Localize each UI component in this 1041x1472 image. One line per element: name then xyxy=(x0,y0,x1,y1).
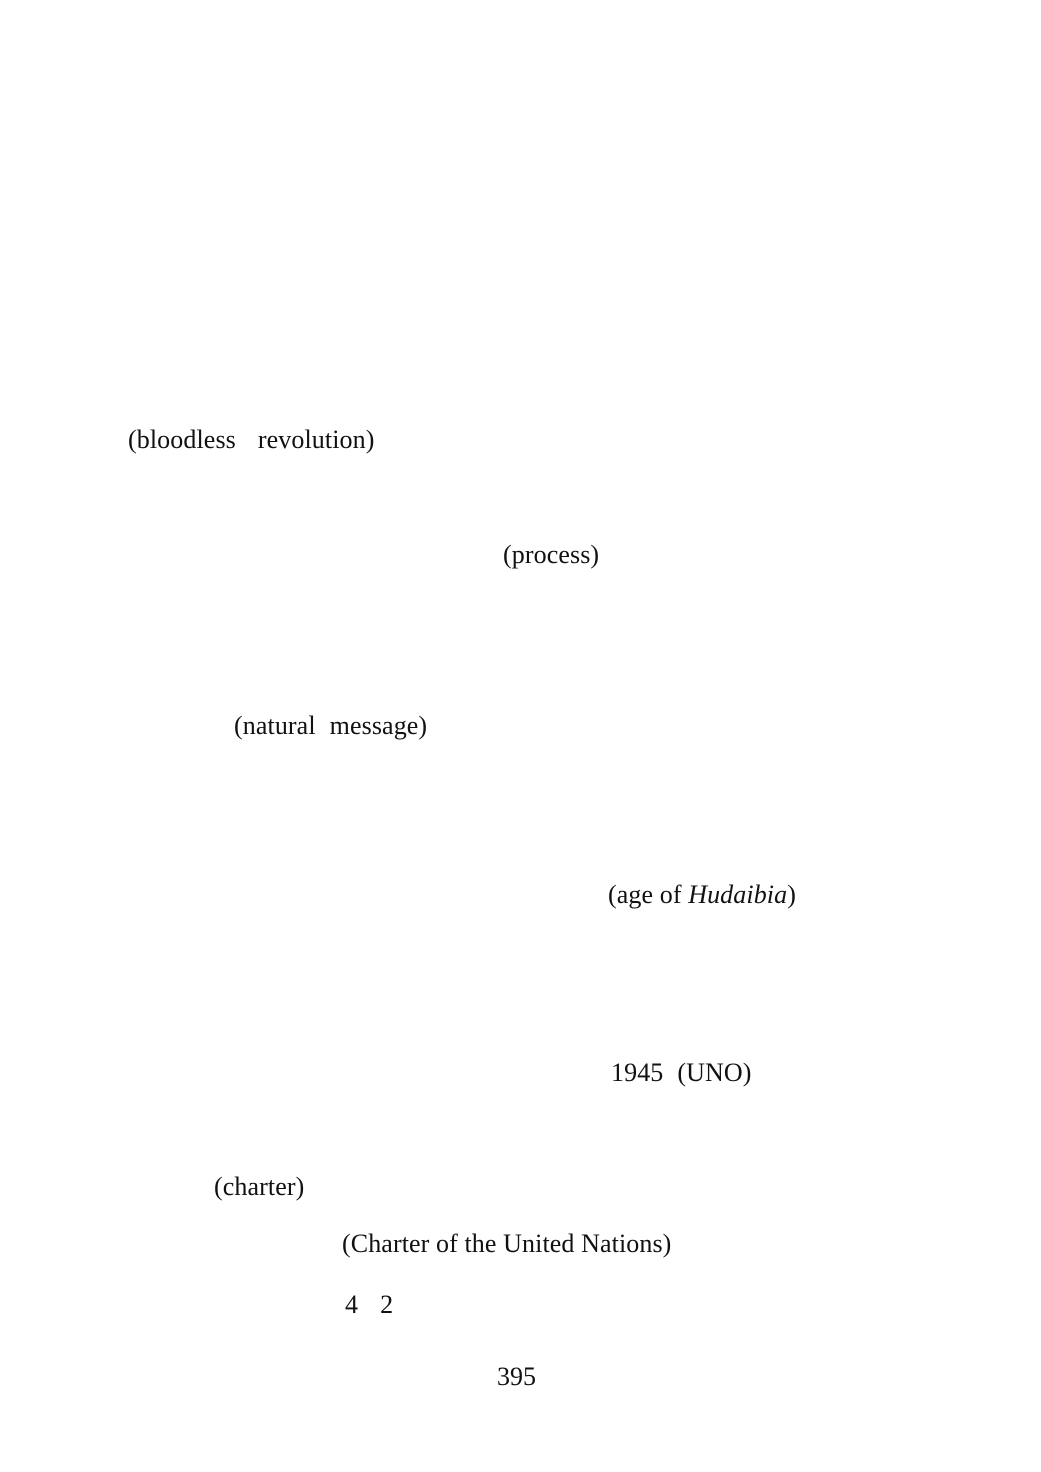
text-ref-2: 2 xyxy=(380,1290,394,1319)
text-ref-4: 4 xyxy=(345,1290,359,1319)
text-fragment-age-of-hudaibia xyxy=(608,880,796,910)
text-closing-paren: ) xyxy=(787,880,796,909)
text-fragment-charter-of-un: (Charter of the United Nations) xyxy=(342,1229,672,1258)
text-fragment-bloodless-revolution xyxy=(128,425,375,455)
text-message: message) xyxy=(329,711,428,740)
text-year: 1945 xyxy=(611,1058,664,1087)
text-fragment-charter: (charter) xyxy=(214,1172,305,1201)
text-hudaibia-italic: Hudaibia xyxy=(688,880,788,909)
text-natural: (natural xyxy=(234,711,316,740)
text-fragment-process: (process) xyxy=(503,540,600,569)
page-number: 395 xyxy=(497,1362,536,1391)
text-uno: (UNO) xyxy=(677,1058,752,1087)
text-fragment-reference-numbers xyxy=(345,1290,393,1320)
text-bloodless: (bloodless xyxy=(128,425,236,454)
text-fragment-1945-uno xyxy=(611,1058,752,1088)
text-revolution: revolution) xyxy=(257,425,375,454)
text-fragment-natural-message xyxy=(234,711,427,741)
text-age-of: (age of xyxy=(608,880,689,909)
